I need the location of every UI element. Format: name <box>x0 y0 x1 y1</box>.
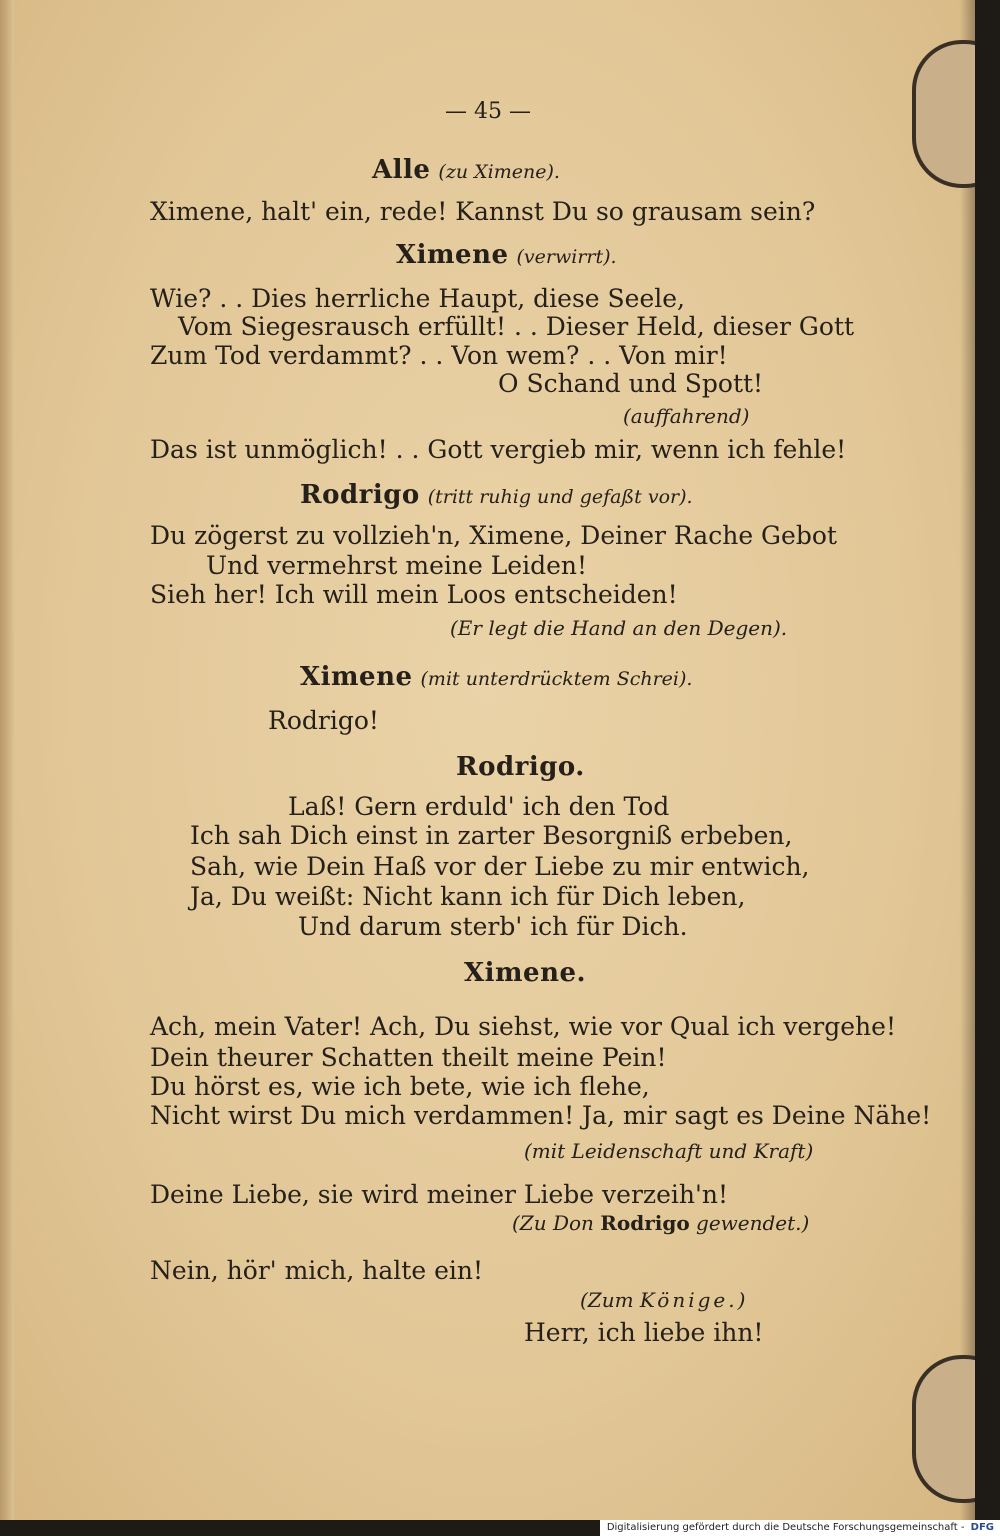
verse-line: Laß! Gern erduld' ich den Tod <box>288 792 670 821</box>
verse-line: Sieh her! Ich will mein Loos entscheiden! <box>150 580 678 609</box>
stage-direction: (mit Leidenschaft und Kraft) <box>524 1139 814 1163</box>
verse-line: Ximene, halt' ein, rede! Kannst Du so grausam sein? <box>150 197 816 226</box>
verse-line: Und vermehrst meine Leiden! <box>206 551 588 580</box>
stage-direction: (Er legt die Hand an den Degen). <box>450 616 788 640</box>
binding-clip-top <box>912 40 975 188</box>
speaker-heading <box>464 958 586 988</box>
speaker-heading <box>396 240 617 272</box>
stage-direction-name: Rodrigo <box>600 1211 690 1235</box>
speaker-heading <box>300 480 693 512</box>
stage-direction-part: gewendet.) <box>696 1211 810 1235</box>
stage-direction-part: (Zum <box>580 1288 634 1312</box>
footer-text: Digitalisierung gefördert durch die Deutsche Forschungsgemeinschaft - <box>606 1522 965 1533</box>
page-right-shadow <box>960 0 975 1520</box>
verse-line: Sah, wie Dein Haß vor der Liebe zu mir entwich, <box>190 852 810 881</box>
stage-direction: (verwirrt). <box>516 246 617 268</box>
page-number: — 45 — <box>445 99 531 124</box>
speaker-name: Ximene. <box>464 958 587 988</box>
verse-line: Ich sah Dich einst in zarter Besorgniß erbeben, <box>190 821 793 850</box>
verse-line: Zum Tod verdammt? . . Von wem? . . Von mir! <box>150 341 728 370</box>
verse-line: Rodrigo! <box>268 706 379 735</box>
stage-direction-name: Könige.) <box>639 1288 749 1312</box>
stage-direction <box>580 1285 748 1315</box>
verse-line: O Schand und Spott! <box>498 369 764 398</box>
verse-line: Du hörst es, wie ich bete, wie ich flehe, <box>150 1072 650 1101</box>
verse-line: Herr, ich liebe ihn! <box>524 1318 764 1347</box>
speaker-name: Alle <box>372 155 431 185</box>
stage-direction: (tritt ruhig und gefaßt vor). <box>427 486 693 508</box>
verse-line: Das ist unmöglich! . . Gott vergieb mir, wenn ich fehle! <box>150 435 847 464</box>
verse-line: Du zögerst zu vollzieh'n, Ximene, Deiner Rache Gebot <box>150 521 837 550</box>
verse-line: Und darum sterb' ich für Dich. <box>298 912 688 941</box>
speaker-heading <box>456 752 585 782</box>
stage-direction <box>512 1208 809 1238</box>
dfg-logo: DFG <box>970 1522 994 1533</box>
verse-line: Ach, mein Vater! Ach, Du siehst, wie vor Qual ich vergehe! <box>150 1012 896 1041</box>
verse-line: Nein, hör' mich, halte ein! <box>150 1256 484 1285</box>
digitization-footer <box>600 1520 1000 1536</box>
stage-direction: (zu Ximene). <box>438 161 560 183</box>
stage-direction: (auffahrend) <box>623 404 750 428</box>
speaker-name: Ximene <box>396 240 509 270</box>
verse-line: Nicht wirst Du mich verdammen! Ja, mir sagt es Deine Nähe! <box>150 1101 932 1130</box>
verse-line: Vom Siegesrausch erfüllt! . . Dieser Held, dieser Gott <box>178 312 855 341</box>
stage-direction-part: (Zu Don <box>512 1211 594 1235</box>
speaker-name: Rodrigo <box>300 480 420 510</box>
speaker-name: Ximene <box>300 662 413 692</box>
speaker-heading <box>372 155 560 187</box>
page-left-edge <box>0 0 14 1520</box>
speaker-name: Rodrigo. <box>456 752 585 782</box>
binding-clip-bottom <box>912 1355 975 1503</box>
verse-line: Wie? . . Dies herrliche Haupt, diese Seele, <box>150 284 685 313</box>
speaker-heading <box>300 662 692 694</box>
verse-line: Ja, Du weißt: Nicht kann ich für Dich leben, <box>190 882 746 911</box>
verse-line: Deine Liebe, sie wird meiner Liebe verzeih'n! <box>150 1180 729 1209</box>
stage-direction: (mit unterdrücktem Schrei). <box>420 668 693 690</box>
verse-line: Dein theurer Schatten theilt meine Pein! <box>150 1043 667 1072</box>
